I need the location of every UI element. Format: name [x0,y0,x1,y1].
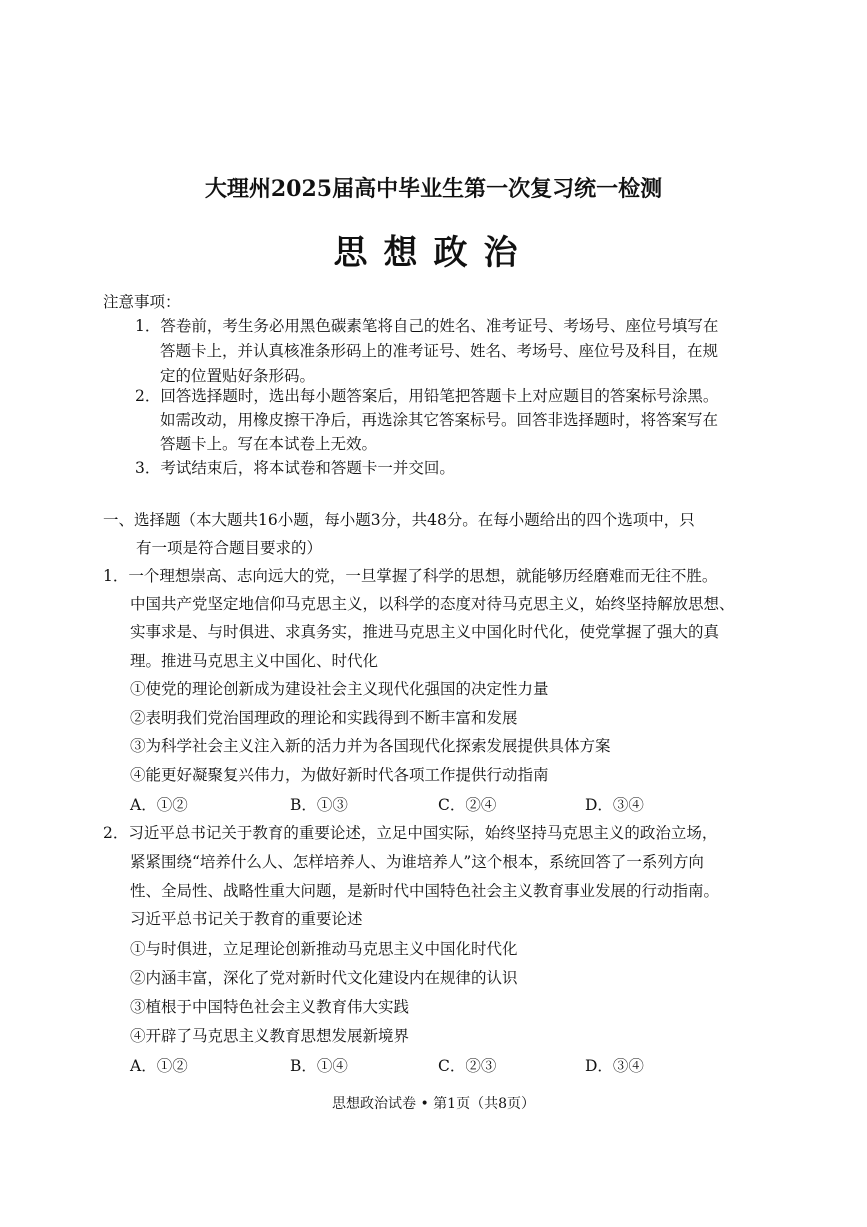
q1-option-c: C．②④ [438,796,497,814]
q2-item-2: ②内涵丰富，深化了党对新时代文化建设内在规律的认识 [130,969,518,987]
q2-stem-line-2: 紧紧围绕“培养什么人、怎样培养人、为谁培养人”这个根本，系统回答了一系列方向 [130,853,704,871]
q1-stem-line-2: 中国共产党坚定地信仰马克思主义，以科学的态度对待马克思主义，始终坚持解放思想、 [130,595,735,613]
q1-stem-line-3: 实事求是、与时俱进、求真务实，推进马克思主义中国化时代化，使党掌握了强大的真 [130,623,720,641]
q1-item-3: ③为科学社会主义注入新的活力并为各国现代化探索发展提供具体方案 [130,737,611,755]
q1-option-b: B．①③ [290,796,348,814]
q2-stem-line-1: 2．习近平总书记关于教育的重要论述，立足中国实际，始终坚持马克思主义的政治立场， [103,824,718,842]
q2-option-d: D．③④ [585,1057,644,1075]
notice-item-1-line-3: 定的位置贴好条形码。 [160,367,316,385]
q2-item-1: ①与时俱进，立足理论创新推动马克思主义中国化时代化 [130,940,518,958]
notice-item-2-line-1: 2．回答选择题时，选出每小题答案后，用铅笔把答题卡上对应题目的答案标号涂黑。 [135,387,719,405]
q2-stem-line-3: 性、全局性、战略性重大问题，是新时代中国特色社会主义教育事业发展的行动指南。 [130,882,720,900]
q1-option-a: A．①② [130,796,188,814]
page-footer: 思想政治试卷 • 第1页（共8页） [332,1096,535,1112]
q1-option-d: D．③④ [585,796,644,814]
notice-heading: 注意事项： [103,293,181,311]
q1-item-2: ②表明我们党治国理政的理论和实践得到不断丰富和发展 [130,709,518,727]
subject-title: 思想政治 [333,233,534,273]
section-heading-line-2: 有一项是符合题目要求的） [136,539,323,557]
q1-item-1: ①使党的理论创新成为建设社会主义现代化强国的决定性力量 [130,680,549,698]
notice-item-3-line-1: 3．考试结束后，将本试卷和答题卡一并交回。 [135,459,455,477]
q2-option-b: B．①④ [290,1057,348,1075]
notice-item-2-line-2: 如需改动，用橡皮擦干净后，再选涂其它答案标号。回答非选择题时，将答案写在 [160,411,719,429]
exam-title: 大理州2025届高中毕业生第一次复习统一检测 [204,176,663,202]
q1-item-4: ④能更好凝聚复兴伟力，为做好新时代各项工作提供行动指南 [130,766,549,784]
q2-item-3: ③植根于中国特色社会主义教育伟大实践 [130,998,410,1016]
q2-option-c: C．②③ [438,1057,497,1075]
notice-item-1-line-2: 答题卡上，并认真核准条形码上的准考证号、姓名、考场号、座位号及科目，在规 [160,342,719,360]
q2-option-a: A．①② [130,1057,188,1075]
notice-item-2-line-3: 答题卡上。写在本试卷上无效。 [160,435,378,453]
section-heading-line-1: 一、选择题（本大题共16小题，每小题3分，共48分。在每小题给出的四个选项中，只 [103,511,695,529]
q2-stem-line-4: 习近平总书记关于教育的重要论述 [130,910,363,928]
notice-item-1-line-1: 1．答卷前，考生务必用黑色碳素笔将自己的姓名、准考证号、考场号、座位号填写在 [135,317,719,335]
q1-stem-line-1: 1．一个理想崇高、志向远大的党，一旦掌握了科学的思想，就能够历经磨难而无往不胜。 [103,567,718,585]
q2-item-4: ④开辟了马克思主义教育思想发展新境界 [130,1027,410,1045]
q1-stem-line-4: 理。推进马克思主义中国化、时代化 [130,652,379,670]
